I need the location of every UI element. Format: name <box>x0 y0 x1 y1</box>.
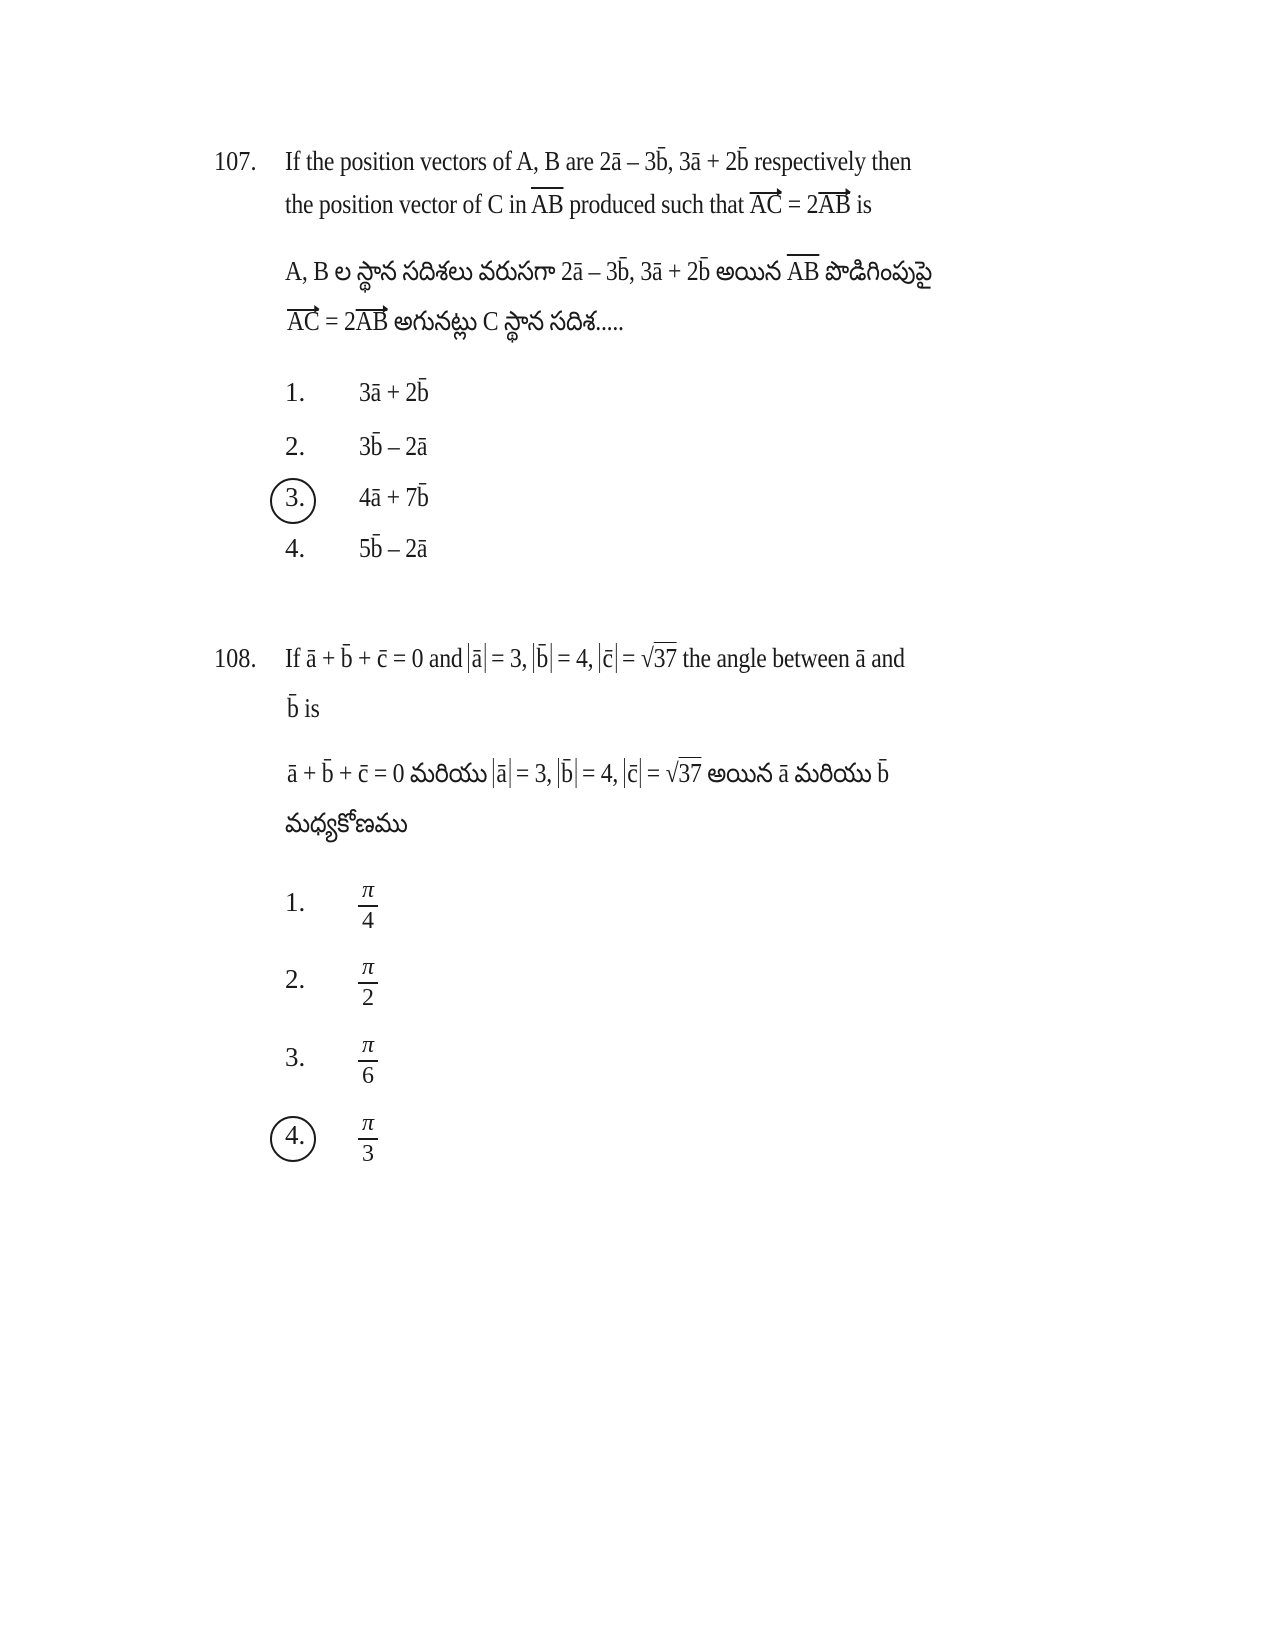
vector-ab: AB <box>355 306 389 336</box>
magnitude-b: b̄ <box>533 643 552 673</box>
sqrt-value: 37 <box>678 758 702 788</box>
option-value: 4ā + 7b̄ <box>359 482 429 512</box>
fraction-bar <box>358 905 378 907</box>
option-value: 3b̄ – 2ā <box>359 431 428 461</box>
option-number: 4. <box>285 533 306 563</box>
option-value: 3ā + 2b̄ <box>359 377 429 407</box>
fraction-bar <box>358 982 378 984</box>
question-text-english-line2: b̄ is <box>287 693 320 723</box>
sqrt-value: 37 <box>653 643 677 673</box>
text: = 2 <box>319 306 356 336</box>
option-number: 3. <box>285 1042 306 1072</box>
text: = 4, <box>551 643 600 673</box>
magnitude-c: c̄ <box>624 758 641 788</box>
question-text-telugu-line2 <box>287 306 624 344</box>
magnitude-a: ā <box>493 758 510 788</box>
text: మరియు <box>788 758 878 788</box>
numerator: π <box>361 1032 375 1058</box>
numerator: π <box>361 1110 375 1136</box>
option-fraction <box>358 955 378 1011</box>
text: అయిన <box>710 256 787 286</box>
option-number: 4. <box>285 1120 306 1150</box>
text: అయిన <box>701 758 779 788</box>
vector-a: ā <box>855 643 866 673</box>
question-text-telugu-line1 <box>285 256 932 294</box>
option-number: 1. <box>285 377 306 407</box>
text: = 2 <box>782 189 819 219</box>
vector-a: ā <box>778 758 789 788</box>
denominator: 4 <box>362 908 374 935</box>
text: = 4, <box>576 758 624 788</box>
text: పొడిగింపుపై <box>819 256 932 286</box>
question-number: 107. <box>214 146 257 176</box>
numerator: π <box>361 877 375 903</box>
text: produced such that <box>563 189 750 219</box>
option-number: 2. <box>285 431 306 461</box>
math: 2ā – 3b̄, 3ā + 2b̄ <box>560 256 711 286</box>
magnitude-b: b̄ <box>558 758 577 788</box>
math: ā + b̄ + c̄ = 0 <box>305 643 424 673</box>
math: ā + b̄ + c̄ = 0 <box>287 758 405 788</box>
vector-ab: AB <box>818 189 851 219</box>
text: అగునట్లు C స్థాన సదిశ..... <box>388 306 624 336</box>
denominator: 3 <box>362 1141 374 1168</box>
sqrt-symbol: √ <box>665 758 679 788</box>
option-fraction <box>358 1111 378 1167</box>
question-text-english-line2 <box>285 189 872 220</box>
text: the angle between <box>676 643 856 673</box>
text: the position vector of C in <box>285 189 532 219</box>
denominator: 6 <box>362 1063 374 1090</box>
sqrt-symbol: √ <box>640 643 654 673</box>
fraction-bar <box>358 1138 378 1140</box>
question-text-telugu-line2: మధ్యకోణము <box>285 808 408 838</box>
text: = <box>641 758 666 788</box>
text: = 3, <box>485 643 533 673</box>
text: = <box>616 643 641 673</box>
segment-ab: $\overline{AB}$ <box>531 189 564 219</box>
option-value: 5b̄ – 2ā <box>359 533 428 563</box>
magnitude-a: ā <box>468 643 485 673</box>
question-text-english-line1: If the position vectors of A, B are 2ā – 3b̄, 3ā + 2b̄ respectively then <box>285 146 912 176</box>
denominator: 2 <box>362 985 374 1012</box>
option-fraction <box>358 878 378 934</box>
vector-ac: AC <box>749 189 783 219</box>
text: మరియు <box>404 758 493 788</box>
question-text-english-line1 <box>285 643 905 674</box>
text: A, B ల స్థాన సదిశలు వరుసగా <box>285 256 561 286</box>
option-fraction <box>358 1033 378 1089</box>
question-text-telugu-line1 <box>287 758 889 796</box>
text: and <box>865 643 905 673</box>
text: = 3, <box>510 758 558 788</box>
option-number: 1. <box>285 887 306 917</box>
option-number: 3. <box>285 482 306 512</box>
magnitude-c: c̄ <box>599 643 616 673</box>
text: and <box>423 643 469 673</box>
text: is <box>850 189 872 219</box>
vector-ac: AC <box>287 306 320 336</box>
option-number: 2. <box>285 964 306 994</box>
text: If <box>285 643 306 673</box>
question-number: 108. <box>214 643 257 673</box>
segment-ab: $\overline{AB}$ <box>786 256 820 286</box>
numerator: π <box>361 954 375 980</box>
vector-b: b̄ <box>877 758 889 788</box>
fraction-bar <box>358 1060 378 1062</box>
